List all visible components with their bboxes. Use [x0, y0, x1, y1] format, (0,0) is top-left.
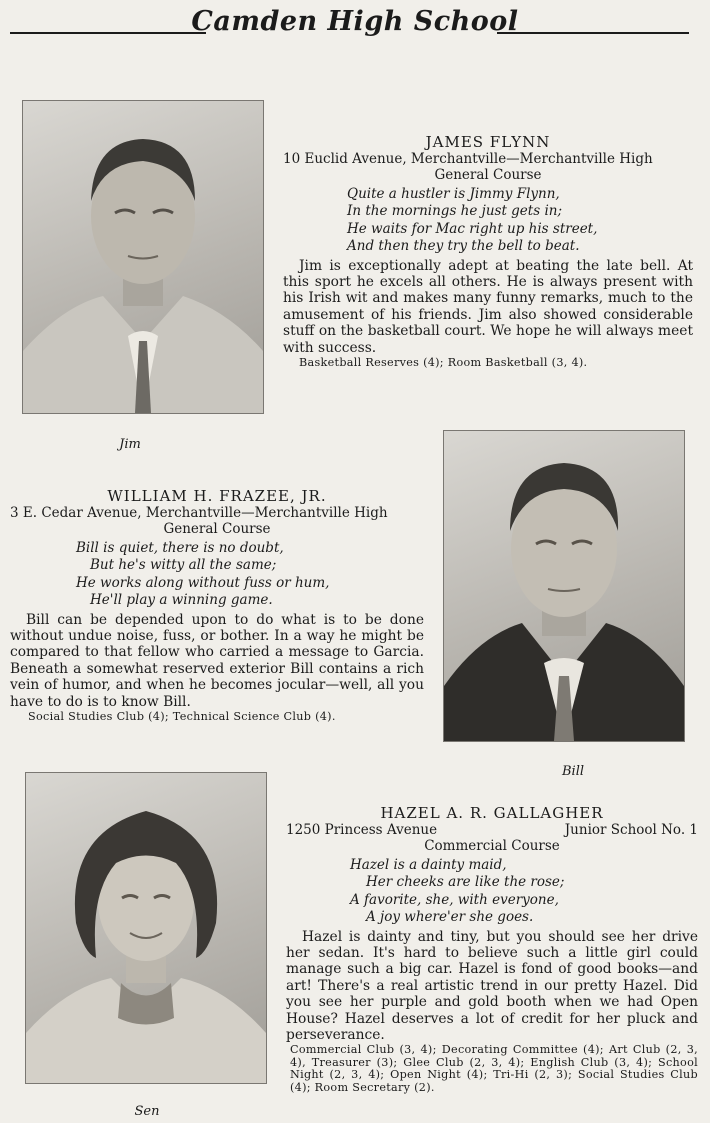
verse-line: Her cheeks are like the rose;	[366, 874, 565, 890]
student-photo-bill	[443, 430, 685, 742]
student-bio: Jim is exceptionally adept at beating the late bell. At this sport he excels all others. He is always present with his Irish wit and makes many funny remarks, much to the amusement of his friends. Jim also showed considerable stuff on the basketball court. We hope he will always meet with success.	[283, 257, 693, 356]
header-rule-right	[497, 32, 689, 34]
photo-caption-hazel: Sen	[134, 1104, 160, 1119]
student-course: General Course	[163, 521, 271, 537]
student-entry-frazee	[10, 488, 424, 723]
student-address-street: 1250 Princess Avenue	[286, 821, 438, 838]
student-activities: Commercial Club (3, 4); Decorating Committee (4); Art Club (2, 3, 4), Treasurer (3); Glee Club (2, 3, 4); English Club (3, 4); School Night (2, 3, 4); Open Night (4); Tri-Hi (2, 3); Social Studies Club (4); Room Secretary (2).	[290, 1043, 698, 1094]
verse-line: A joy where'er she goes.	[366, 909, 534, 925]
verse-line: Quite a hustler is Jimmy Flynn,	[347, 185, 560, 202]
student-name: WILLIAM H. FRAZEE, JR.	[107, 487, 327, 505]
student-verse	[286, 857, 698, 927]
student-photo-hazel	[25, 772, 267, 1084]
photo-caption-bill: Bill	[561, 764, 585, 779]
student-course: Commercial Course	[424, 838, 560, 854]
student-activities: Basketball Reserves (4); Room Basketball (3, 4).	[299, 355, 588, 369]
student-name: HAZEL A. R. GALLAGHER	[380, 804, 604, 822]
verse-line: He waits for Mac right up his street,	[347, 220, 598, 237]
verse-line: A favorite, she, with everyone,	[350, 891, 559, 908]
verse-line: Hazel is a dainty maid,	[350, 856, 507, 873]
student-bio: Hazel is dainty and tiny, but you should see her drive her sedan. It's hard to believe such a little girl could manage such a big car. Hazel is fond of good books—and art! There's a real artistic trend in our pretty Hazel. Did you see her purple and gold booth when we had Open House? Hazel deserves a lot of credit for her pluck and perseverance.	[286, 928, 698, 1043]
student-entry-gallagher	[286, 805, 698, 1094]
page-title: Camden High School	[191, 6, 519, 37]
student-address: 3 E. Cedar Avenue, Merchantville—Merchantville High	[10, 504, 388, 521]
student-name: JAMES FLYNN	[425, 133, 551, 151]
verse-line: Bill is quiet, there is no doubt,	[76, 539, 284, 556]
verse-line: And then they try the bell to beat.	[347, 238, 580, 254]
verse-line: But he's witty all the same;	[90, 557, 277, 573]
verse-line: He'll play a winning game.	[90, 592, 273, 608]
student-bio: Bill can be depended upon to do what is to be done without undue noise, fuss, or bother. In a way he might be compared to that fellow who carried a message to Garcia. Beneath a somewhat reserved exterior Bill contains a rich vein of humor, and when he becomes jocular—well, all you have to do is to know Bill.	[10, 611, 424, 710]
student-address: 10 Euclid Avenue, Merchantville—Merchantville High	[283, 150, 653, 167]
student-photo-jim	[22, 100, 264, 414]
student-address	[286, 822, 698, 839]
photo-caption-jim: Jim	[119, 437, 141, 452]
student-activities: Social Studies Club (4); Technical Science Club (4).	[28, 709, 336, 723]
verse-line: In the mornings he just gets in;	[347, 203, 563, 219]
student-entry-flynn	[283, 134, 693, 369]
verse-line: He works along without fuss or hum,	[76, 574, 330, 591]
student-course: General Course	[434, 167, 542, 183]
student-verse	[283, 186, 693, 256]
student-previous-school: Junior School No. 1	[564, 821, 698, 838]
student-verse	[10, 540, 424, 610]
